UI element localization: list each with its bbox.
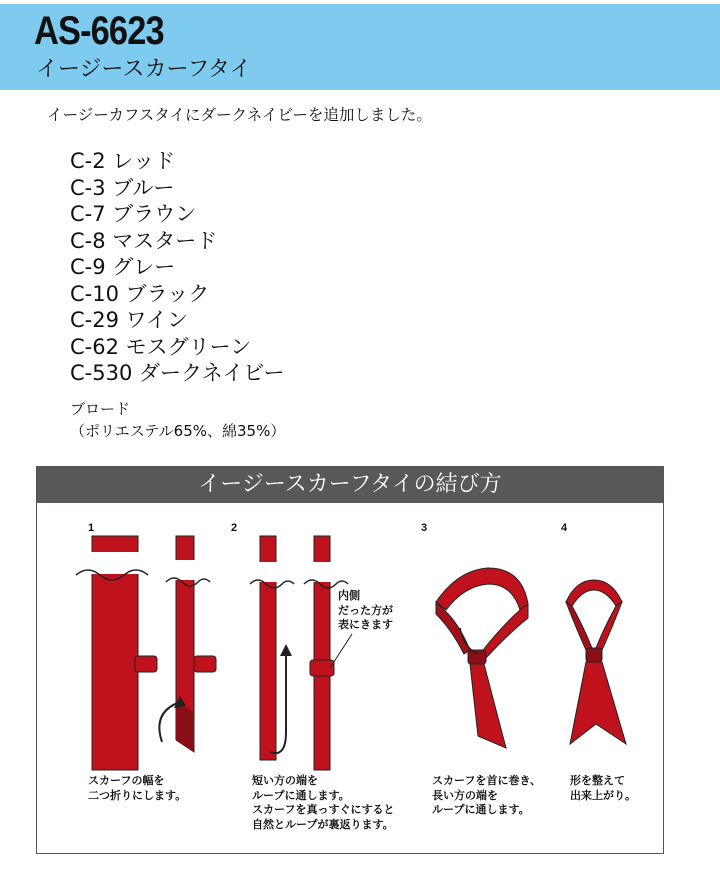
step-line: 自然とループが裏返ります。 (252, 817, 394, 831)
step-line: ループに通します。 (432, 803, 530, 816)
scarf-white-break (254, 562, 282, 582)
inner-side-note (338, 589, 393, 633)
step2-illustration (250, 536, 352, 770)
color-item: C-7 ブラウン (70, 202, 197, 226)
scarf-finished-right (596, 602, 622, 650)
note-line: 表にきます (338, 618, 393, 631)
loop-band (135, 656, 157, 672)
color-item: C-3 ブルー (70, 175, 175, 200)
step3-illustration (436, 568, 528, 748)
scarf-finished-left (566, 602, 592, 650)
step-line: 長い方の端を (432, 788, 498, 802)
step-line: スカーフを真っすぐにすると (252, 803, 395, 816)
howto-title: イージースカーフタイの結び方 (37, 467, 663, 503)
scarf-finished-loop (566, 580, 622, 606)
step-line: ループに通します。 (252, 788, 350, 802)
scarf-finished-tails (570, 662, 626, 744)
intro-text: イージーカフスタイにダークネイビーを追加しました。 (47, 106, 432, 124)
scarf-right-strand (480, 604, 528, 658)
step1-illustration (76, 536, 216, 770)
scarf-neck-loop (436, 568, 528, 610)
color-item: C-8 マスタード (70, 228, 218, 253)
arrow-head (280, 644, 292, 656)
step-number: 1 (88, 522, 95, 534)
step-number: 3 (421, 522, 428, 534)
color-item: C-10 ブラック (70, 281, 210, 306)
scarf-left-strand (436, 602, 470, 654)
step3-text (432, 774, 541, 818)
step-number: 2 (231, 522, 238, 534)
color-item: C-62 モスグリーン (70, 334, 252, 359)
step-line: 二つ折りにします。 (88, 788, 187, 802)
color-item: C-29 ワイン (70, 308, 189, 332)
note-line: 内側 (338, 589, 360, 602)
loop-band (194, 656, 216, 672)
fabric-composition: （ポリエステル65%、綿35%） (70, 422, 286, 440)
step-line: 短い方の端を (252, 774, 318, 787)
step-line: スカーフを首に巻き、 (432, 774, 542, 787)
step-line: スカーフの幅を (88, 774, 165, 787)
note-leader (330, 634, 352, 668)
step2-text (252, 774, 394, 832)
loop-band (586, 648, 602, 662)
note-line: だった方が (338, 603, 393, 617)
loop-band (468, 650, 486, 664)
scarf-white-break (170, 560, 200, 580)
color-item: C-2 レッド (70, 149, 176, 173)
step1-text (88, 774, 186, 803)
scarf-white-break (308, 562, 336, 582)
step-number: 4 (561, 522, 568, 534)
color-item: C-530 ダークネイビー (70, 361, 285, 385)
fabric-name: ブロード (70, 400, 131, 418)
step-line: 出来上がり。 (570, 788, 636, 802)
product-code: AS-6623 (34, 9, 164, 53)
scarf-hanging-end (470, 664, 506, 748)
step-line: 形を整えて (570, 774, 625, 787)
product-name: イージースカーフタイ (36, 57, 252, 82)
color-item: C-9 グレー (70, 255, 176, 279)
step4-text (570, 774, 636, 803)
step4-illustration (566, 580, 626, 744)
